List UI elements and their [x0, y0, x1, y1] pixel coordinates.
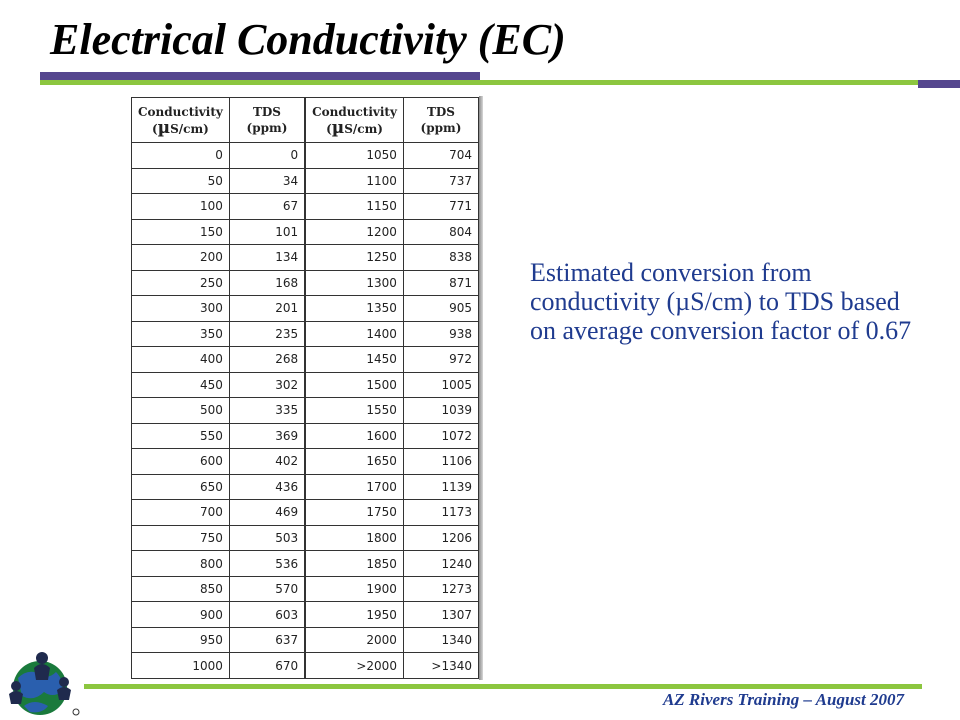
table-cell: 201: [229, 296, 305, 322]
table-cell: 200: [132, 245, 230, 271]
table-cell: 1800: [305, 525, 403, 551]
table-cell: 1039: [403, 398, 478, 424]
table-cell: 0: [229, 143, 305, 169]
table-cell: 500: [132, 398, 230, 424]
table-cell: 1950: [305, 602, 403, 628]
table-cell: 737: [403, 168, 478, 194]
table-cell: 1250: [305, 245, 403, 271]
footer-rule-green: [84, 684, 922, 689]
table-cell: 800: [132, 551, 230, 577]
table-cell: 1150: [305, 194, 403, 220]
table-cell: 603: [229, 602, 305, 628]
table-row: [132, 474, 479, 500]
table-cell: 1050: [305, 143, 403, 169]
table-cell: 850: [132, 576, 230, 602]
conductivity-tds-table: [131, 97, 479, 679]
table-cell: 2000: [305, 627, 403, 653]
table-cell: 1500: [305, 372, 403, 398]
table-cell: >2000: [305, 653, 403, 679]
table-cell: 300: [132, 296, 230, 322]
table-cell: 938: [403, 321, 478, 347]
table-row: [132, 525, 479, 551]
table-cell: 1200: [305, 219, 403, 245]
conversion-caption: Estimated conversion from conductivity (µS/cm) to TDS based on average conversion factor of 0.67: [530, 258, 912, 345]
table-cell: 1550: [305, 398, 403, 424]
table-body: [132, 143, 479, 679]
table-row: [132, 143, 479, 169]
table-cell: 972: [403, 347, 478, 373]
table-cell: 101: [229, 219, 305, 245]
table-cell: 503: [229, 525, 305, 551]
header-conductivity-1: Conductivity (µS/cm): [132, 98, 230, 143]
table-cell: 550: [132, 423, 230, 449]
slide-title: Electrical Conductivity (EC): [50, 15, 566, 64]
table-row: [132, 168, 479, 194]
table-row: [132, 219, 479, 245]
table-row: [132, 500, 479, 526]
header-tds-1: TDS (ppm): [229, 98, 305, 143]
table-cell: 450: [132, 372, 230, 398]
table-cell: 1206: [403, 525, 478, 551]
footer-text: AZ Rivers Training – August 2007: [662, 690, 904, 709]
table-row: [132, 372, 479, 398]
table-row: [132, 347, 479, 373]
table-cell: 469: [229, 500, 305, 526]
table-cell: 1750: [305, 500, 403, 526]
table-row: [132, 627, 479, 653]
table-cell: 536: [229, 551, 305, 577]
table-cell: 750: [132, 525, 230, 551]
table-cell: 1173: [403, 500, 478, 526]
table-shadow: [479, 96, 483, 680]
table-cell: 235: [229, 321, 305, 347]
table-cell: 804: [403, 219, 478, 245]
table-cell: 1139: [403, 474, 478, 500]
title-rule-green: [40, 80, 918, 85]
table-row: [132, 245, 479, 271]
table-cell: 268: [229, 347, 305, 373]
table-cell: 1450: [305, 347, 403, 373]
table-row: [132, 602, 479, 628]
table-cell: 168: [229, 270, 305, 296]
table-cell: 570: [229, 576, 305, 602]
table-cell: 1300: [305, 270, 403, 296]
table-cell: 1000: [132, 653, 230, 679]
table-row: [132, 321, 479, 347]
table-cell: 350: [132, 321, 230, 347]
table-cell: 1240: [403, 551, 478, 577]
table-cell: 134: [229, 245, 305, 271]
table-cell: 34: [229, 168, 305, 194]
table-cell: 1072: [403, 423, 478, 449]
table-cell: 771: [403, 194, 478, 220]
table-cell: 250: [132, 270, 230, 296]
table-cell: 100: [132, 194, 230, 220]
table-cell: 400: [132, 347, 230, 373]
table-cell: 900: [132, 602, 230, 628]
table-cell: 905: [403, 296, 478, 322]
table-cell: 1340: [403, 627, 478, 653]
table-cell: 1650: [305, 449, 403, 475]
table-cell: 704: [403, 143, 478, 169]
table-cell: 950: [132, 627, 230, 653]
header-conductivity-2: Conductivity (µS/cm): [305, 98, 403, 143]
table-cell: 838: [403, 245, 478, 271]
header-tds-2: TDS (ppm): [403, 98, 478, 143]
table-row: [132, 449, 479, 475]
table-row: [132, 296, 479, 322]
table-cell: >1340: [403, 653, 478, 679]
table-cell: 50: [132, 168, 230, 194]
table-cell: 436: [229, 474, 305, 500]
table-row: [132, 398, 479, 424]
table-row: [132, 423, 479, 449]
globe-people-logo-icon: [4, 646, 84, 718]
table-row: [132, 270, 479, 296]
table-row: [132, 551, 479, 577]
table-cell: 871: [403, 270, 478, 296]
table-cell: 150: [132, 219, 230, 245]
table-cell: 1600: [305, 423, 403, 449]
table-cell: 402: [229, 449, 305, 475]
table-row: [132, 194, 479, 220]
table-cell: 650: [132, 474, 230, 500]
table-cell: 1106: [403, 449, 478, 475]
table-cell: 1273: [403, 576, 478, 602]
table-cell: 67: [229, 194, 305, 220]
table-cell: 1850: [305, 551, 403, 577]
title-rule-purple-right: [918, 80, 960, 88]
table-cell: 700: [132, 500, 230, 526]
table-header-row: [132, 98, 479, 143]
table-cell: 1900: [305, 576, 403, 602]
table-row: [132, 576, 479, 602]
table-cell: 637: [229, 627, 305, 653]
table-cell: 1100: [305, 168, 403, 194]
table-cell: 600: [132, 449, 230, 475]
title-rule-purple: [40, 72, 480, 80]
table-cell: 1307: [403, 602, 478, 628]
table-cell: 1400: [305, 321, 403, 347]
table-row: [132, 653, 479, 679]
table-cell: 1700: [305, 474, 403, 500]
table-cell: 369: [229, 423, 305, 449]
table-cell: 670: [229, 653, 305, 679]
table-cell: 0: [132, 143, 230, 169]
table-cell: 1005: [403, 372, 478, 398]
table-cell: 335: [229, 398, 305, 424]
table-cell: 302: [229, 372, 305, 398]
table-cell: 1350: [305, 296, 403, 322]
